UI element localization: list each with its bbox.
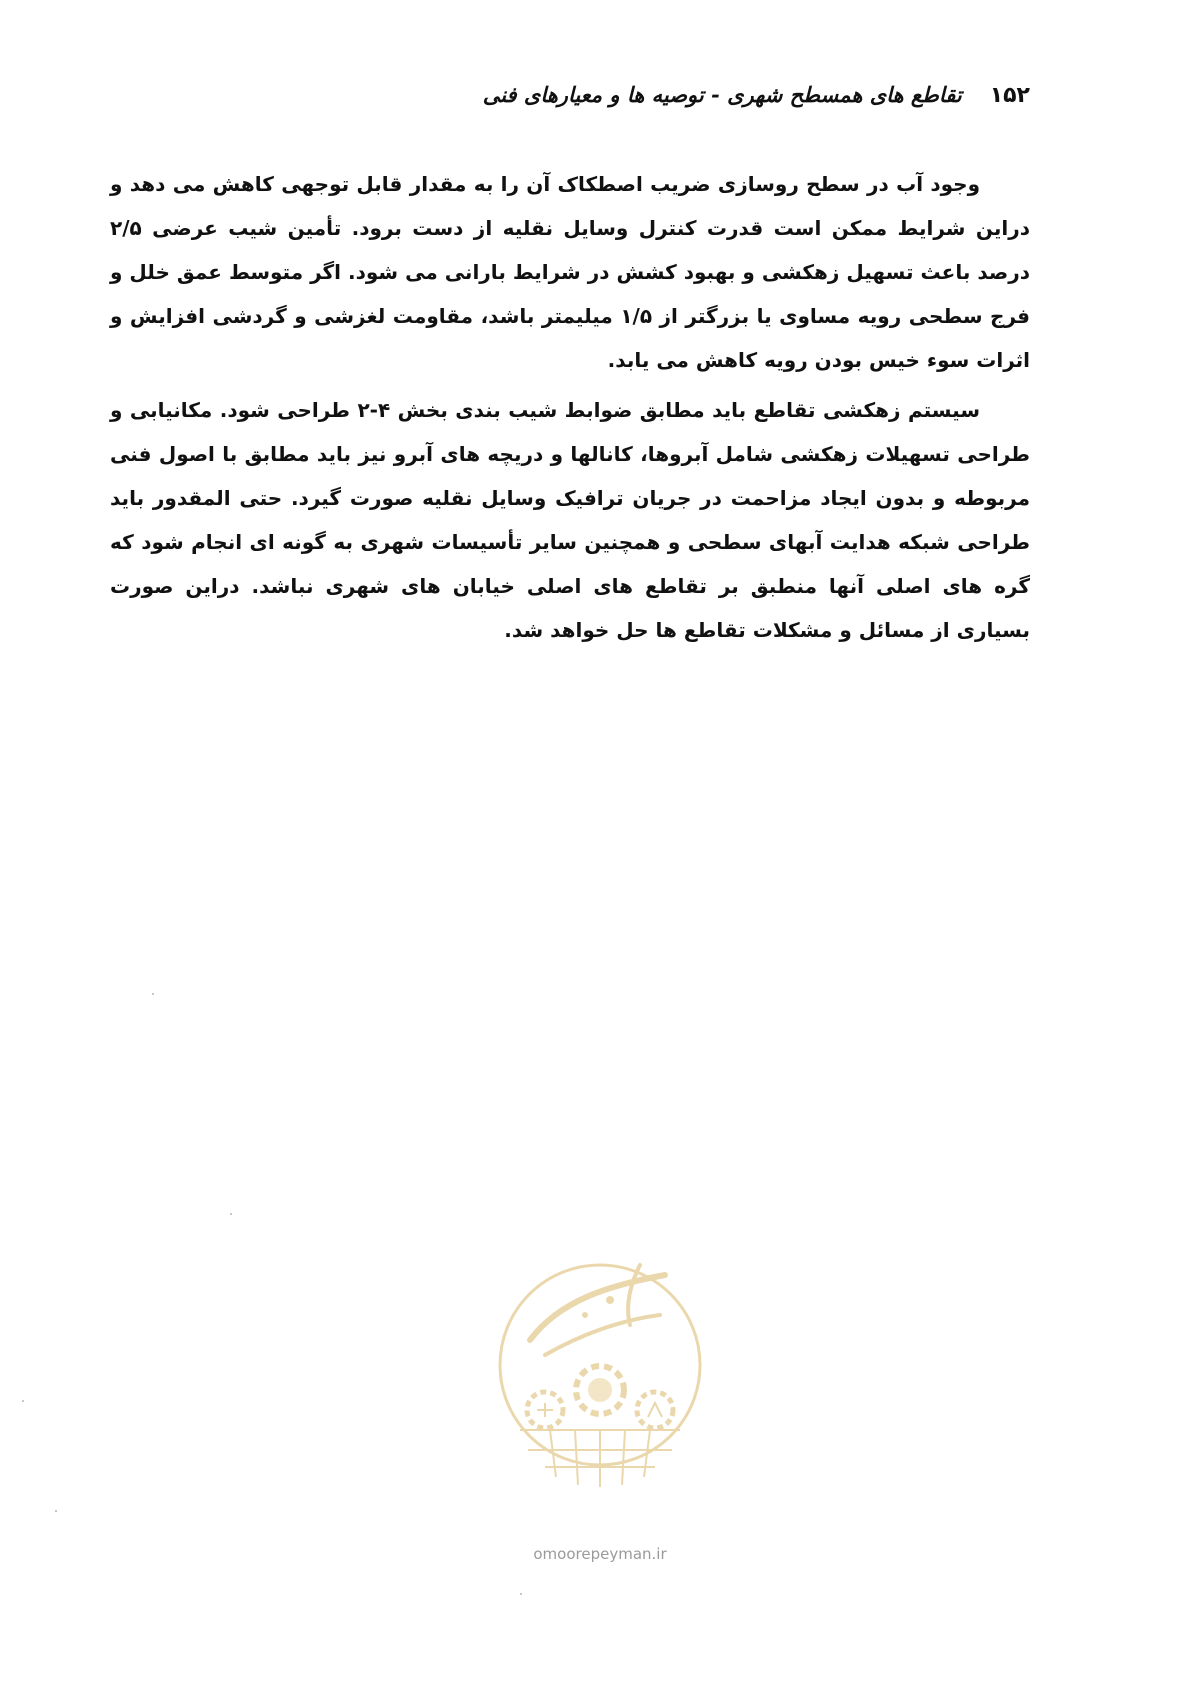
watermark-url: omoorepeyman.ir — [533, 1545, 667, 1563]
scan-speck — [22, 1400, 24, 1402]
gear-scales-logo-icon — [490, 1245, 710, 1540]
paragraph-1: وجود آب در سطح روسازی ضریب اصطکاک آن را به مقدار قابل توجهی کاهش می دهد و دراین شرایط ممکن است قدرت کنترل وسایل نقلیه از دست برود. تأمین شیب عرضی ۲/۵ درصد باعث تسهیل زهکشی و بهبود کشش در شرایط بارانی می شود. اگر متوسط عمق خلل و فرج سطحی رویه مساوی یا بزرگتر از ۱/۵ میلیمتر باشد، مقاومت لغزشی و گردشی افزایش و اثرات سوء خیس بودن رویه کاهش می یابد. — [110, 172, 1030, 372]
page-header — [110, 82, 1030, 108]
scan-speck — [520, 1593, 522, 1595]
scan-speck — [55, 1510, 57, 1512]
body-text — [110, 162, 1030, 658]
page-number: ۱۵۲ — [989, 83, 1030, 108]
running-title: تقاطع های همسطح شهری - توصیه ها و معیارهای فنی — [482, 82, 962, 107]
watermark — [490, 1245, 710, 1563]
paragraph-2: سیستم زهکشی تقاطع باید مطابق ضوابط شیب بندی بخش ۴-۲ طراحی شود. مکانیابی و طراحی تسهیلات زهکشی شامل آبروها، کانالها و دریچه های آبرو نیز باید مطابق با اصول فنی مربوطه و بدون ایجاد مزاحمت در جریان ترافیک وسایل نقلیه صورت گیرد. حتی المقدور باید طراحی شبکه هدایت آبهای سطحی و همچنین سایر تأسیسات شهری به گونه ای انجام شود که گره های اصلی آنها منطبق بر تقاطع های اصلی خیابان های شهری نباشد. دراین صورت بسیاری از مسائل و مشکلات تقاطع ها حل خواهد شد. — [110, 398, 1030, 642]
scan-speck — [152, 993, 154, 995]
scan-speck — [230, 1213, 232, 1215]
